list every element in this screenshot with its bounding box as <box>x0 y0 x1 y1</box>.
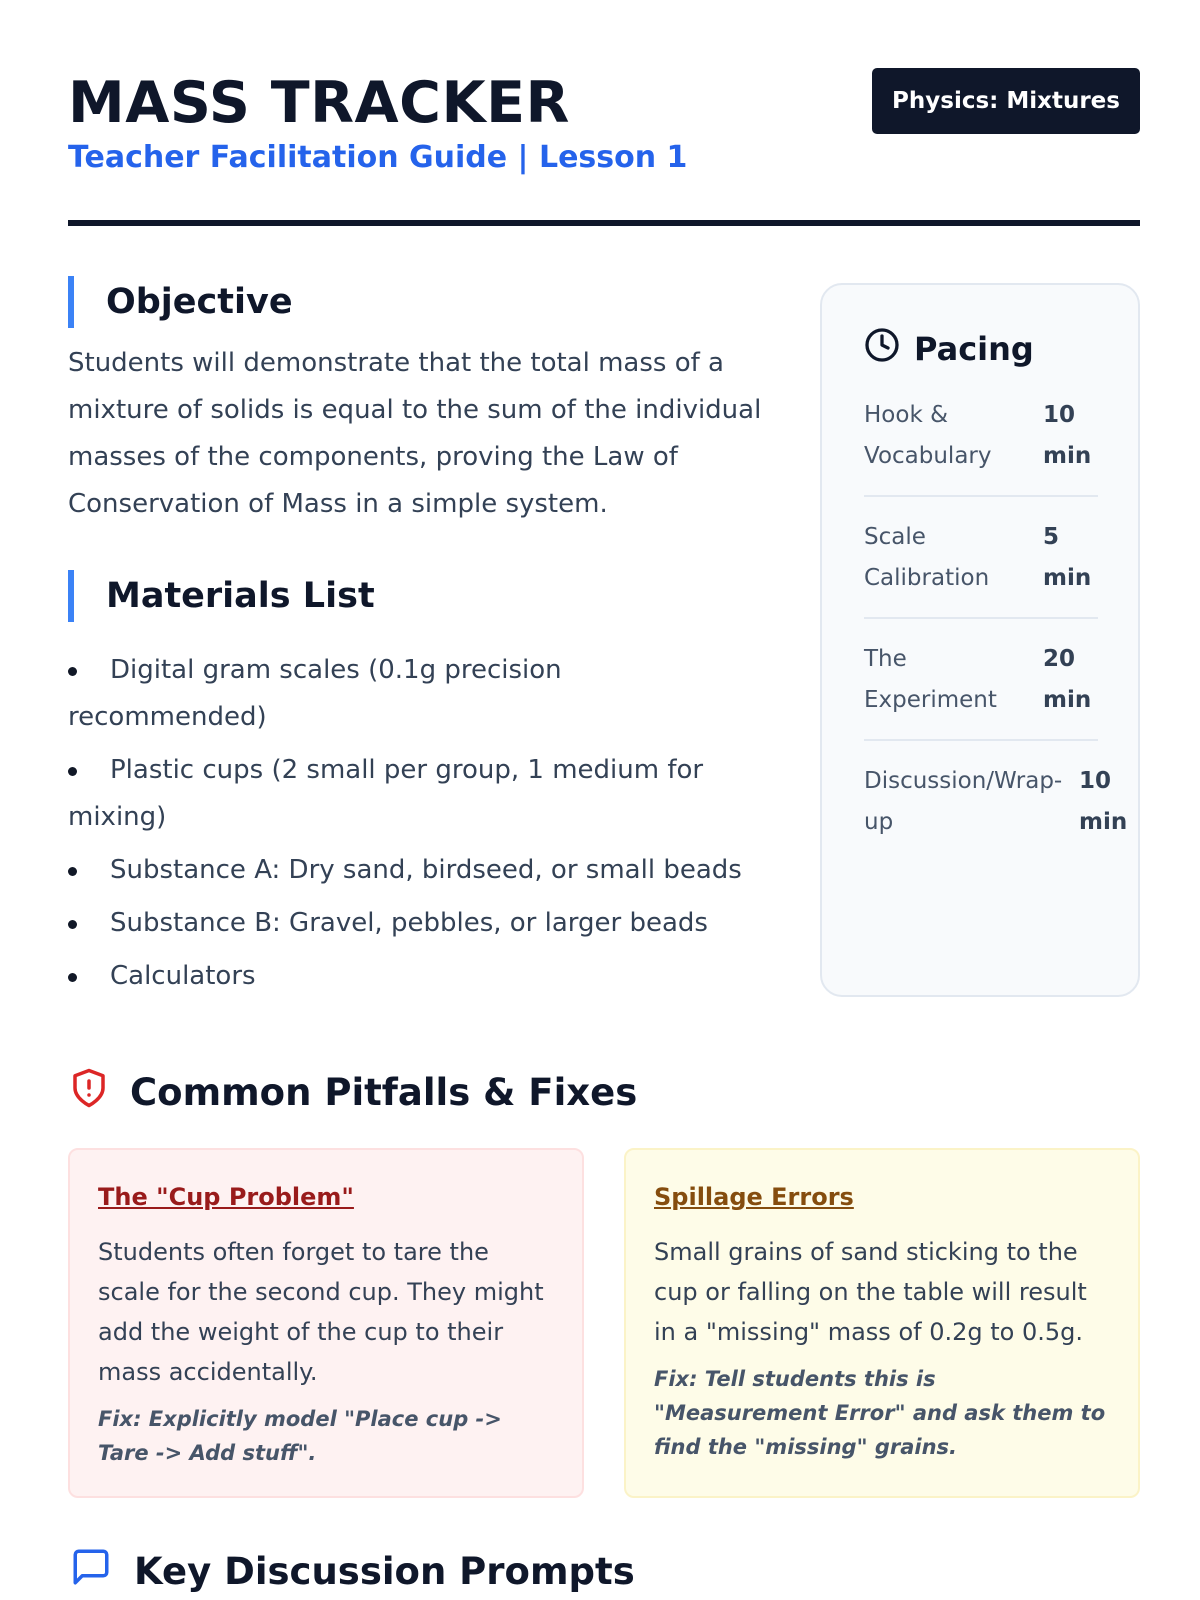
page-subtitle: Teacher Facilitation Guide | Lesson 1 <box>68 140 688 175</box>
pitfall-card-fix: Fix: Tell students this is "Measurement Error" and ask them to find the "missing" grains. <box>654 1367 1106 1459</box>
pacing-row <box>864 761 1134 861</box>
materials-list <box>68 647 768 1006</box>
list-item: Substance B: Gravel, pebbles, or larger beads <box>68 900 768 947</box>
pacing-panel <box>820 283 1140 997</box>
pitfall-card <box>68 1148 584 1498</box>
bullet-icon <box>68 767 77 776</box>
pacing-activity: Hook & Vocabulary <box>864 402 992 469</box>
bullet-icon <box>68 920 77 929</box>
objective-heading: Objective <box>68 276 293 328</box>
bullet-icon <box>68 667 77 676</box>
pitfall-card-body: Small grains of sand sticking to the cup or falling on the table will result in a "missing" mass of 0.2g to 0.5g. <box>654 1238 1087 1346</box>
bullet-icon <box>68 973 77 982</box>
list-item: Calculators <box>68 953 768 1000</box>
chat-bubble-icon <box>68 1546 114 1597</box>
list-item: Plastic cups (2 small per group, 1 medium for mixing) <box>68 755 704 832</box>
pacing-row <box>864 517 1098 619</box>
pacing-activity: The Experiment <box>864 646 997 713</box>
pacing-duration: 10 min <box>1079 768 1128 835</box>
pitfalls-heading-label: Common Pitfalls & Fixes <box>130 1071 638 1114</box>
pacing-duration: 5 min <box>1043 524 1092 591</box>
discussion-heading-label: Key Discussion Prompts <box>134 1550 635 1593</box>
pacing-row <box>864 395 1098 497</box>
pitfall-card-title: Spillage Errors <box>654 1183 854 1211</box>
clock-icon <box>864 327 900 371</box>
shield-alert-icon <box>68 1066 110 1119</box>
objective-text: Students will demonstrate that the total mass of a mixture of solids is equal to the sum of the individual masses of the components, proving the Law of Conservation of Mass in a simple system. <box>68 348 762 519</box>
pacing-heading <box>864 327 1034 371</box>
pitfall-card-body: Students often forget to tare the scale for the second cup. They might add the weight of the cup to their mass accidentally. <box>98 1238 544 1386</box>
pitfall-card <box>624 1148 1140 1498</box>
list-item: Substance A: Dry sand, birdseed, or small beads <box>68 847 768 894</box>
materials-heading: Materials List <box>68 570 375 622</box>
bullet-icon <box>68 867 77 876</box>
pitfalls-heading <box>68 1066 637 1119</box>
subject-badge: Physics: Mixtures <box>872 68 1140 134</box>
pacing-activity: Discussion/Wrap-up <box>864 768 1063 835</box>
page-title: MASS TRACKER <box>68 70 570 136</box>
pacing-activity: Scale Calibration <box>864 524 990 591</box>
pacing-duration: 10 min <box>1043 402 1092 469</box>
pitfall-card-fix: Fix: Explicitly model "Place cup -> Tare -> Add stuff". <box>98 1407 502 1465</box>
list-item: Digital gram scales (0.1g precision recommended) <box>68 655 562 732</box>
page-header <box>68 66 1140 226</box>
pitfall-card-title: The "Cup Problem" <box>98 1183 354 1211</box>
pacing-duration: 20 min <box>1043 646 1092 713</box>
pacing-row <box>864 639 1098 741</box>
discussion-heading <box>68 1546 635 1597</box>
pacing-heading-label: Pacing <box>914 330 1034 368</box>
